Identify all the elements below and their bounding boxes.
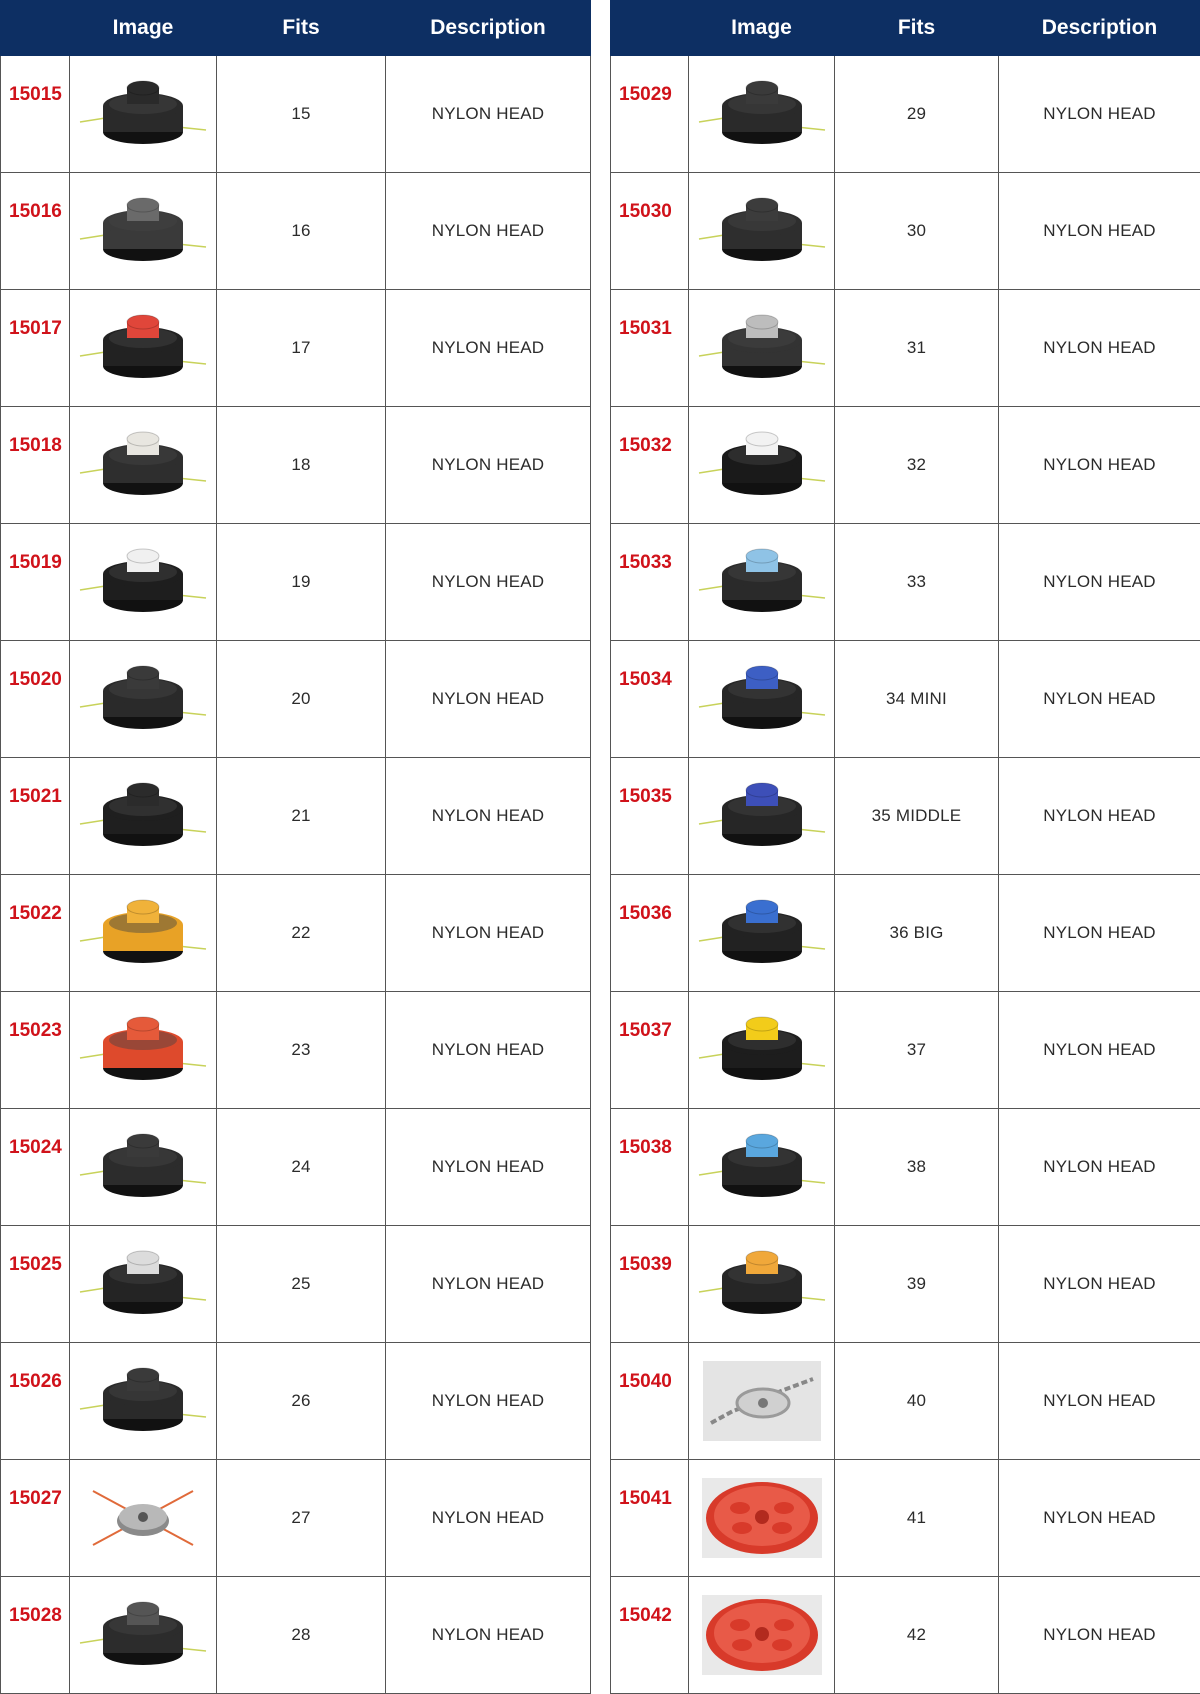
description-value: NYLON HEAD xyxy=(386,407,591,524)
table-row xyxy=(611,1109,1200,1226)
trimmer-head-icon xyxy=(692,308,832,388)
description-value: NYLON HEAD xyxy=(999,1460,1200,1577)
table-row xyxy=(611,875,1200,992)
table-row xyxy=(611,173,1200,290)
fits-value: 41 xyxy=(835,1460,999,1577)
product-code: 15041 xyxy=(611,1460,689,1577)
description-value: NYLON HEAD xyxy=(386,875,591,992)
product-image-cell xyxy=(689,290,835,407)
product-code: 15023 xyxy=(1,992,70,1109)
product-code: 15035 xyxy=(611,758,689,875)
fits-value: 29 xyxy=(835,56,999,173)
product-image-cell xyxy=(689,56,835,173)
description-value: NYLON HEAD xyxy=(999,992,1200,1109)
product-code: 15030 xyxy=(611,173,689,290)
fits-value: 22 xyxy=(217,875,386,992)
header-image: Image xyxy=(70,1,217,56)
table-row xyxy=(611,758,1200,875)
description-value: NYLON HEAD xyxy=(999,173,1200,290)
product-image-cell xyxy=(70,524,217,641)
description-value: NYLON HEAD xyxy=(386,1577,591,1694)
product-code: 15033 xyxy=(611,524,689,641)
fits-value: 20 xyxy=(217,641,386,758)
product-image-cell xyxy=(70,1109,217,1226)
table-row xyxy=(1,1343,591,1460)
table-row xyxy=(611,992,1200,1109)
table-row xyxy=(611,407,1200,524)
product-code: 15017 xyxy=(1,290,70,407)
description-value: NYLON HEAD xyxy=(999,56,1200,173)
fits-value: 31 xyxy=(835,290,999,407)
product-code: 15021 xyxy=(1,758,70,875)
product-code: 15037 xyxy=(611,992,689,1109)
product-code: 15029 xyxy=(611,56,689,173)
description-value: NYLON HEAD xyxy=(999,407,1200,524)
table-row xyxy=(1,758,591,875)
trimmer-head-icon xyxy=(73,1244,213,1324)
header-fits: Fits xyxy=(835,1,999,56)
table-row xyxy=(611,290,1200,407)
description-value: NYLON HEAD xyxy=(386,290,591,407)
trimmer-head-icon xyxy=(73,1127,213,1207)
table-row xyxy=(1,641,591,758)
trimmer-head-icon xyxy=(73,1595,213,1675)
product-image-cell xyxy=(70,1577,217,1694)
trimmer-head-icon xyxy=(73,893,213,973)
product-code: 15040 xyxy=(611,1343,689,1460)
table-row xyxy=(611,1343,1200,1460)
product-code: 15025 xyxy=(1,1226,70,1343)
fits-value: 35 MIDDLE xyxy=(835,758,999,875)
fits-value: 18 xyxy=(217,407,386,524)
product-image-cell xyxy=(689,1109,835,1226)
product-image-cell xyxy=(689,1343,835,1460)
table-row xyxy=(1,1109,591,1226)
description-value: NYLON HEAD xyxy=(999,524,1200,641)
description-value: NYLON HEAD xyxy=(999,875,1200,992)
description-value: NYLON HEAD xyxy=(386,56,591,173)
fits-value: 21 xyxy=(217,758,386,875)
product-table-left xyxy=(0,0,591,1694)
table-row xyxy=(1,1226,591,1343)
table-row xyxy=(611,524,1200,641)
product-code: 15031 xyxy=(611,290,689,407)
product-code: 15020 xyxy=(1,641,70,758)
product-image-cell xyxy=(70,1226,217,1343)
product-image-cell xyxy=(70,56,217,173)
table-row xyxy=(611,1577,1200,1694)
fits-value: 42 xyxy=(835,1577,999,1694)
trimmer-head-icon xyxy=(73,308,213,388)
fits-value: 33 xyxy=(835,524,999,641)
description-value: NYLON HEAD xyxy=(999,1343,1200,1460)
table-row xyxy=(1,290,591,407)
table-row xyxy=(1,992,591,1109)
trimmer-head-icon xyxy=(692,776,832,856)
description-value: NYLON HEAD xyxy=(386,1109,591,1226)
fits-value: 38 xyxy=(835,1109,999,1226)
description-value: NYLON HEAD xyxy=(386,1460,591,1577)
header-row xyxy=(611,1,1200,56)
description-value: NYLON HEAD xyxy=(386,1226,591,1343)
description-value: NYLON HEAD xyxy=(999,1226,1200,1343)
fits-value: 25 xyxy=(217,1226,386,1343)
header-description: Description xyxy=(999,1,1200,56)
trimmer-head-icon xyxy=(692,893,832,973)
product-code: 15022 xyxy=(1,875,70,992)
product-image-cell xyxy=(70,992,217,1109)
trimmer-head-icon xyxy=(73,191,213,271)
description-value: NYLON HEAD xyxy=(999,641,1200,758)
trimmer-head-icon xyxy=(692,1244,832,1324)
trimmer-head-icon xyxy=(692,191,832,271)
product-code: 15016 xyxy=(1,173,70,290)
fits-value: 40 xyxy=(835,1343,999,1460)
header-row xyxy=(1,1,591,56)
table-row xyxy=(1,1460,591,1577)
product-image-cell xyxy=(70,407,217,524)
product-code: 15027 xyxy=(1,1460,70,1577)
fits-value: 27 xyxy=(217,1460,386,1577)
table-row xyxy=(1,56,591,173)
product-image-cell xyxy=(689,992,835,1109)
fits-value: 26 xyxy=(217,1343,386,1460)
fits-value: 15 xyxy=(217,56,386,173)
product-code: 15034 xyxy=(611,641,689,758)
four-line-head-icon xyxy=(73,1478,213,1558)
fits-value: 19 xyxy=(217,524,386,641)
trimmer-head-icon xyxy=(73,776,213,856)
header-image: Image xyxy=(689,1,835,56)
red-wheel-head-icon xyxy=(692,1595,832,1675)
trimmer-head-icon xyxy=(73,1010,213,1090)
header-code xyxy=(611,1,689,56)
product-image-cell xyxy=(70,1343,217,1460)
product-image-cell xyxy=(70,290,217,407)
product-image-cell xyxy=(689,524,835,641)
description-value: NYLON HEAD xyxy=(999,1109,1200,1226)
trimmer-head-icon xyxy=(692,659,832,739)
table-row xyxy=(1,1577,591,1694)
product-code: 15042 xyxy=(611,1577,689,1694)
fits-value: 30 xyxy=(835,173,999,290)
product-image-cell xyxy=(70,875,217,992)
trimmer-head-icon xyxy=(73,659,213,739)
description-value: NYLON HEAD xyxy=(386,1343,591,1460)
product-code: 15026 xyxy=(1,1343,70,1460)
fits-value: 32 xyxy=(835,407,999,524)
fits-value: 39 xyxy=(835,1226,999,1343)
product-code: 15018 xyxy=(1,407,70,524)
table-row xyxy=(611,56,1200,173)
product-image-cell xyxy=(689,875,835,992)
product-code: 15038 xyxy=(611,1109,689,1226)
product-code: 15039 xyxy=(611,1226,689,1343)
product-image-cell xyxy=(689,758,835,875)
fits-value: 28 xyxy=(217,1577,386,1694)
trimmer-head-icon xyxy=(692,74,832,154)
product-code: 15015 xyxy=(1,56,70,173)
header-fits: Fits xyxy=(217,1,386,56)
trimmer-head-icon xyxy=(73,542,213,622)
description-value: NYLON HEAD xyxy=(386,524,591,641)
description-value: NYLON HEAD xyxy=(999,1577,1200,1694)
header-description: Description xyxy=(386,1,591,56)
description-value: NYLON HEAD xyxy=(999,758,1200,875)
product-image-cell xyxy=(689,1577,835,1694)
product-image-cell xyxy=(70,1460,217,1577)
trimmer-head-icon xyxy=(692,425,832,505)
fits-value: 23 xyxy=(217,992,386,1109)
trimmer-head-icon xyxy=(692,542,832,622)
description-value: NYLON HEAD xyxy=(386,173,591,290)
description-value: NYLON HEAD xyxy=(999,290,1200,407)
header-code xyxy=(1,1,70,56)
trimmer-head-icon xyxy=(692,1127,832,1207)
fits-value: 34 MINI xyxy=(835,641,999,758)
fits-value: 17 xyxy=(217,290,386,407)
description-value: NYLON HEAD xyxy=(386,758,591,875)
fits-value: 36 BIG xyxy=(835,875,999,992)
trimmer-head-icon xyxy=(73,1361,213,1441)
product-image-cell xyxy=(689,407,835,524)
fits-value: 16 xyxy=(217,173,386,290)
product-code: 15019 xyxy=(1,524,70,641)
product-image-cell xyxy=(689,1460,835,1577)
product-code: 15032 xyxy=(611,407,689,524)
table-row xyxy=(1,407,591,524)
product-code: 15028 xyxy=(1,1577,70,1694)
description-value: NYLON HEAD xyxy=(386,992,591,1109)
product-image-cell xyxy=(70,758,217,875)
chain-head-icon xyxy=(692,1361,832,1441)
product-image-cell xyxy=(70,641,217,758)
red-wheel-head-icon xyxy=(692,1478,832,1558)
fits-value: 37 xyxy=(835,992,999,1109)
description-value: NYLON HEAD xyxy=(386,641,591,758)
table-row xyxy=(611,1460,1200,1577)
table-row xyxy=(611,641,1200,758)
trimmer-head-icon xyxy=(73,425,213,505)
table-row xyxy=(1,875,591,992)
product-table-right xyxy=(610,0,1200,1694)
trimmer-head-icon xyxy=(73,74,213,154)
product-code: 15024 xyxy=(1,1109,70,1226)
product-code: 15036 xyxy=(611,875,689,992)
product-image-cell xyxy=(70,173,217,290)
fits-value: 24 xyxy=(217,1109,386,1226)
product-image-cell xyxy=(689,173,835,290)
product-image-cell xyxy=(689,641,835,758)
table-row xyxy=(611,1226,1200,1343)
table-row xyxy=(1,524,591,641)
product-image-cell xyxy=(689,1226,835,1343)
trimmer-head-icon xyxy=(692,1010,832,1090)
table-row xyxy=(1,173,591,290)
